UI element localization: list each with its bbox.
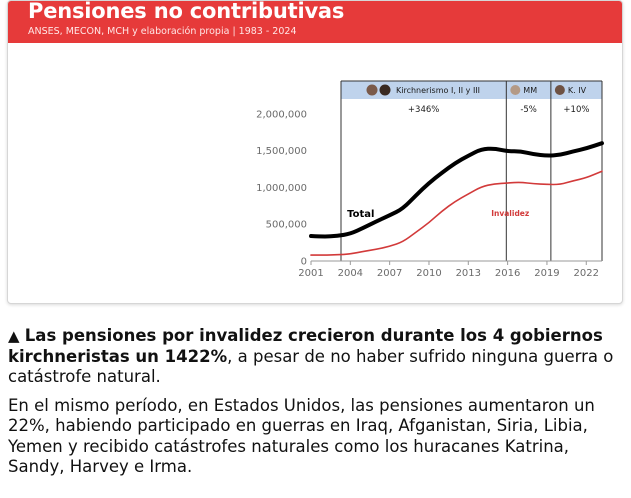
- x-tick-label: 2019: [534, 268, 560, 279]
- government-change: -5%: [520, 105, 537, 115]
- x-tick-label: 2022: [573, 268, 599, 279]
- title-banner: [8, 1, 622, 43]
- avatar-icon: [510, 85, 520, 95]
- government-label: Kirchnerismo I, II y III: [396, 86, 481, 95]
- y-tick-label: 0: [300, 256, 307, 268]
- x-tick-label: 2004: [337, 268, 364, 279]
- avatar-icon: [367, 85, 378, 96]
- x-tick-label: 2010: [416, 268, 442, 279]
- caption-highlight: Las pensiones por invalidez crecieron durante los 4 gobiernos kirchneristas un 1422%: [8, 326, 603, 366]
- x-tick-label: 2016: [494, 268, 521, 279]
- avatar-icon: [380, 85, 391, 96]
- series-total-line: [311, 143, 602, 236]
- chart-title: Pensiones no contributivas: [28, 0, 345, 23]
- x-tick-label: 2007: [376, 268, 403, 279]
- x-tick-label: 2013: [455, 268, 482, 279]
- caption-paragraph-1: [8, 326, 620, 388]
- y-tick-label: 1,000,000: [256, 182, 307, 194]
- caption: [8, 326, 620, 486]
- chart-card: [7, 0, 623, 304]
- x-tick-label: 2001: [298, 268, 324, 279]
- government-change: +10%: [563, 105, 590, 115]
- series-label-total: Total: [347, 208, 375, 220]
- avatar-icon: [555, 85, 565, 95]
- triangle-icon: ▲: [8, 327, 20, 345]
- government-label: MM: [523, 86, 538, 95]
- caption-rest: , a pesar de no haber sufrido ninguna guerra o catástrofe natural.: [8, 346, 614, 386]
- line-chart: [8, 43, 622, 283]
- y-tick-label: 1,500,000: [256, 146, 307, 158]
- chart-source: ANSES, MECON, MCH y elaboración propia | 1983 - 2024: [28, 26, 297, 37]
- caption-paragraph-2: En el mismo período, en Estados Unidos, las pensiones aumentaron un 22%, habiendo participado en guerras en Iraq, Afganistan, Siria, Libia, Yemen y recibido catástrofes naturales como los huracanes Katrina, Sandy, Harvey e Irma.: [8, 395, 595, 476]
- y-tick-label: 500,000: [265, 219, 307, 231]
- government-change: +346%: [407, 105, 440, 115]
- y-tick-label: 2,000,000: [256, 109, 307, 121]
- series-label-invalidez: Invalidez: [491, 209, 530, 219]
- government-label: K. IV: [567, 86, 587, 95]
